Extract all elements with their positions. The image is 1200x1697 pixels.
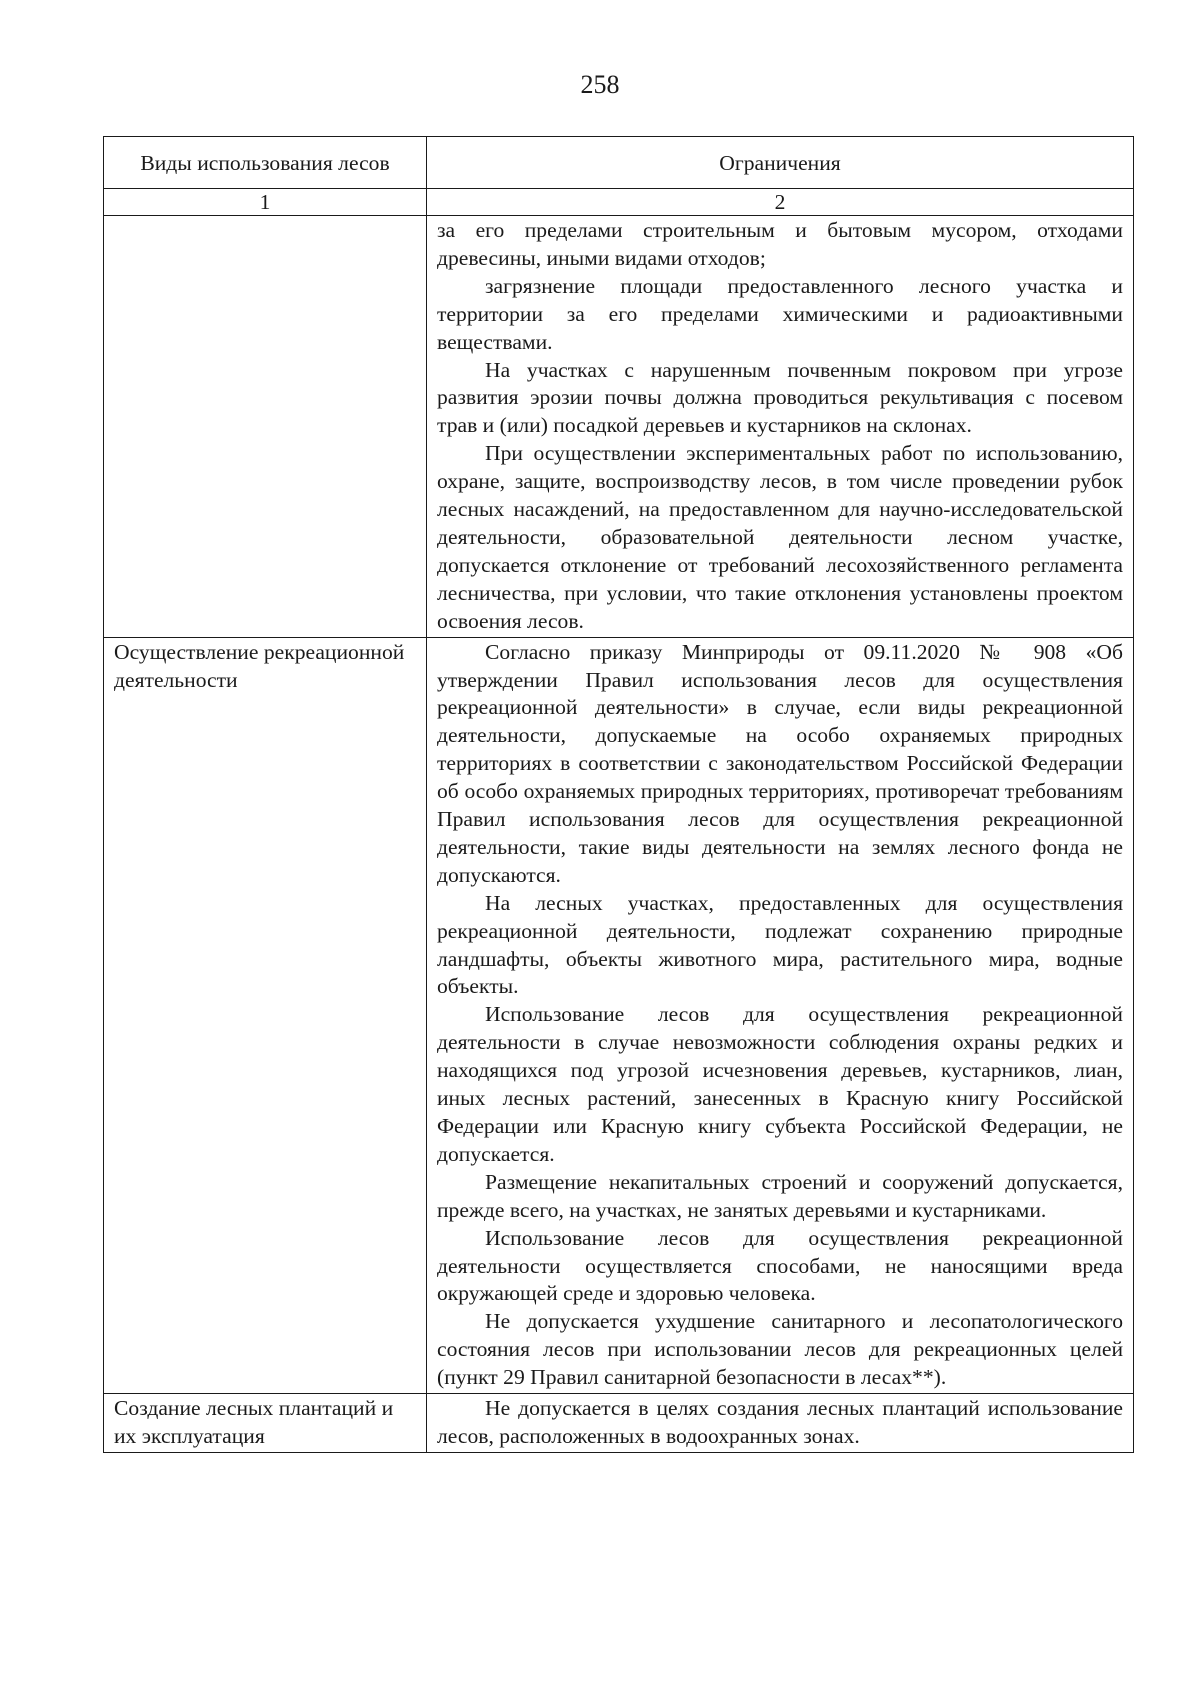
row-use-type: Осуществление рекреационной деятельности — [104, 637, 427, 1393]
restrictions-table — [103, 136, 1134, 1453]
header-restrictions: Ограничения — [427, 137, 1134, 189]
restriction-paragraph: Не допускается ухудшение санитарного и лесопатологического состояния лесов при использовании лесов для рекреационных целей (пункт 29 Правил санитарной безопасности в лесах**). — [437, 1309, 1123, 1390]
column-number-2: 2 — [427, 189, 1134, 216]
table-row — [104, 216, 1134, 638]
restriction-paragraph: Размещение некапитальных строений и сооружений допускается, прежде всего, на участках, не занятых деревьями и кустарниками. — [437, 1169, 1123, 1222]
restriction-paragraph: за его пределами строительным и бытовым мусором, отходами древесины, иными видами отходов; — [437, 218, 1123, 270]
restriction-paragraph: На лесных участках, предоставленных для осуществления рекреационной деятельности, подлежат сохранению природные ландшафты, объекты животного мира, растительного мира, водные объекты. — [437, 890, 1123, 999]
restriction-paragraph: На участках с нарушенным почвенным покровом при угрозе развития эрозии почвы должна проводиться рекультивация с посевом трав и (или) посадкой деревьев и кустарников на склонах. — [437, 357, 1123, 438]
column-number-1: 1 — [104, 189, 427, 216]
row-restrictions — [427, 1394, 1134, 1453]
restriction-paragraph: Не допускается в целях создания лесных плантаций использование лесов, расположенных в водоохранных зонах. — [437, 1396, 1123, 1448]
row-use-type: Создание лесных плантаций и их эксплуатация — [104, 1394, 427, 1453]
row-use-type — [104, 216, 427, 638]
restriction-paragraph: Согласно приказу Минприроды от 09.11.2020 № 908 «Об утверждении Правил использования лесов для осуществления рекреационной деятельности» в случае, если виды рекреационной деятельности, допускаемые на особо охраняемых природных территориях в соответствии с законодательством Российской Федерации об особо охраняемых природных территориях, противоречат требованиям Правил использования лесов для осуществления рекреационной деятельности, такие виды деятельности на землях лесного фонда не допускаются. — [437, 639, 1123, 887]
page-number: 258 — [580, 70, 620, 99]
table-header-row — [104, 137, 1134, 189]
header-forest-use-types: Виды использования лесов — [104, 137, 427, 189]
restriction-paragraph: загрязнение площади предоставленного лесного участка и территории за его пределами химическими и радиоактивными веществами. — [437, 273, 1123, 354]
restriction-paragraph: Использование лесов для осуществления рекреационной деятельности в случае невозможности соблюдения охраны редких и находящихся под угрозой исчезновения деревьев, кустарников, лиан, иных лесных растений, занесенных в Красную книгу Российской Федерации или Красную книгу субъекта Российской Федерации, не допускается. — [437, 1002, 1123, 1166]
row-restrictions — [427, 637, 1134, 1393]
table-row — [104, 637, 1134, 1393]
table-row — [104, 1394, 1134, 1453]
restriction-paragraph: При осуществлении экспериментальных работ по использованию, охране, защите, воспроизводству лесов, в том числе проведении рубок лесных насаждений, на предоставленном для научно-исследовательской деятельности, образовательной деятельности лесном участке, допускается отклонение от требований лесохозяйственного регламента лесничества, при условии, что такие отклонения установлены проектом освоения лесов. — [437, 441, 1123, 633]
column-number-row — [104, 189, 1134, 216]
restriction-paragraph: Использование лесов для осуществления рекреационной деятельности осуществляется способами, не наносящими вреда окружающей среде и здоровью человека. — [437, 1225, 1123, 1306]
row-restrictions — [427, 216, 1134, 638]
